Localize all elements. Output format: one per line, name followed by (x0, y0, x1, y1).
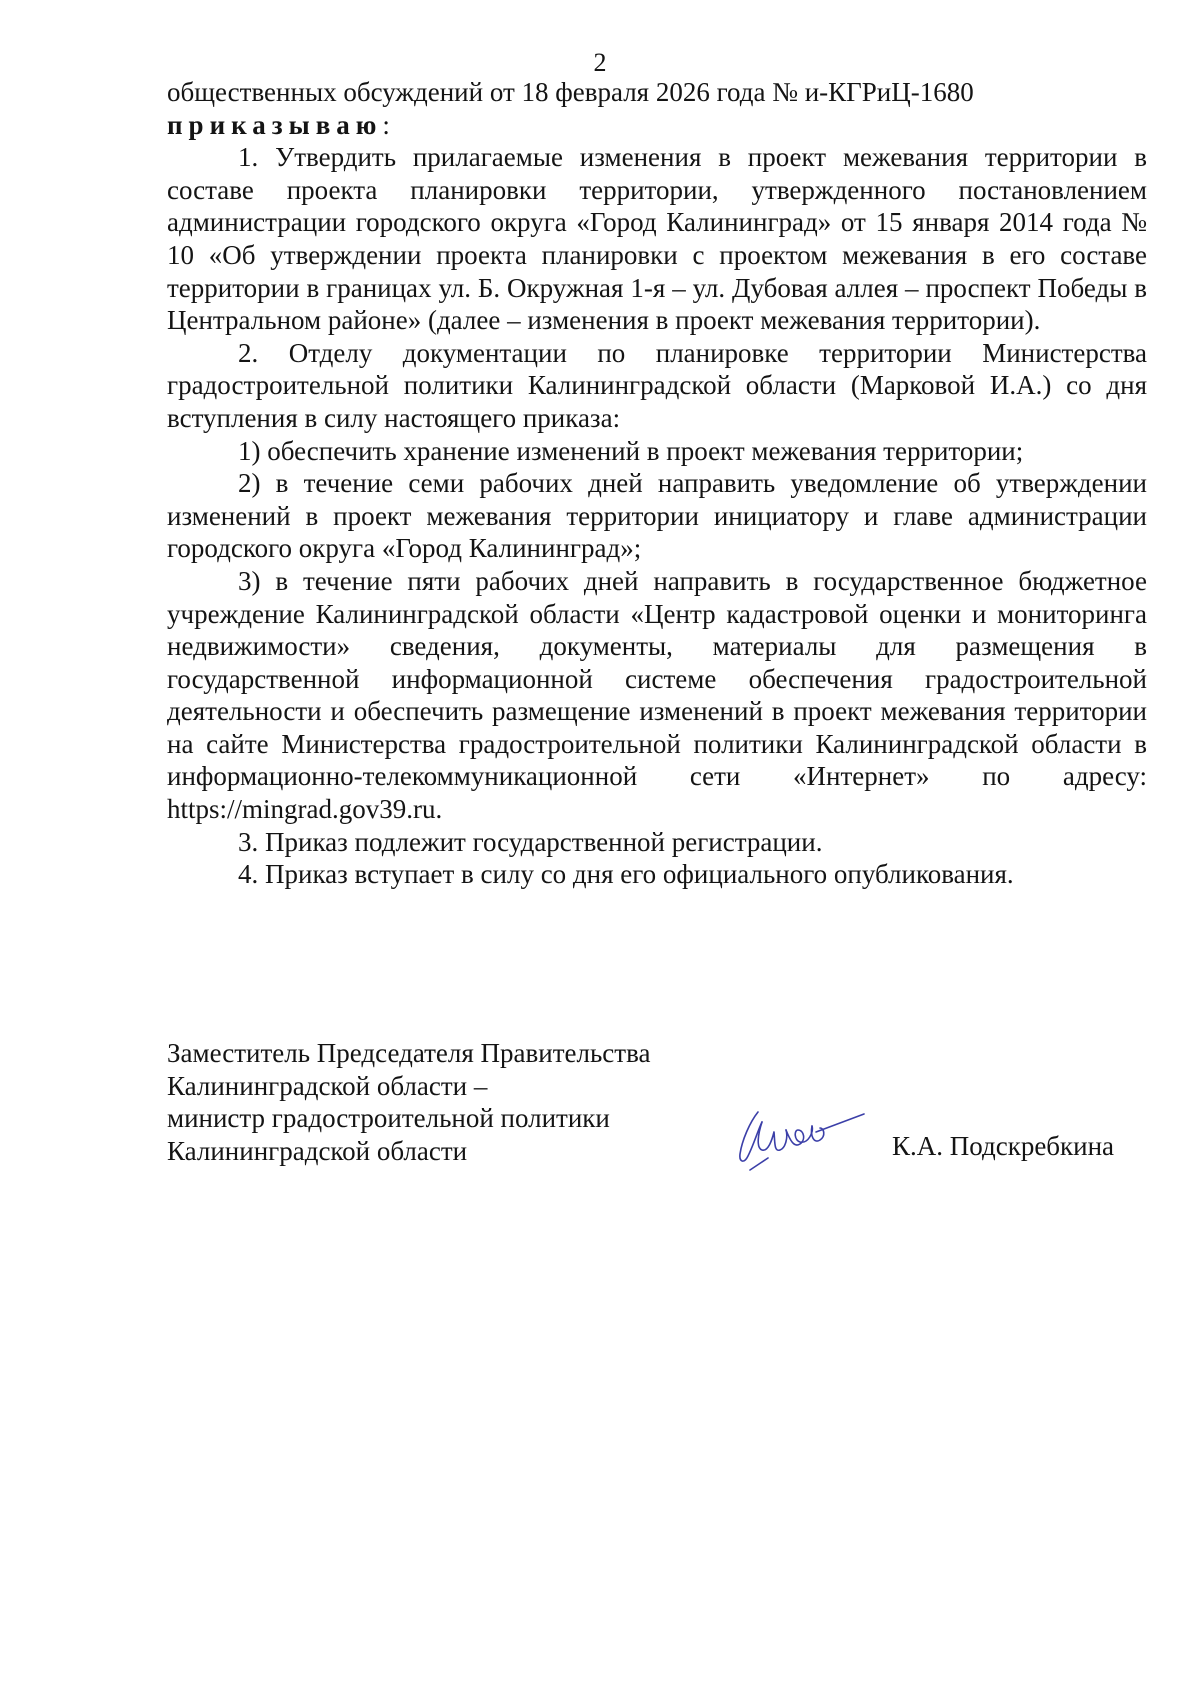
signer-title-line: Калининградской области (167, 1135, 468, 1166)
page-number: 2 (593, 48, 607, 77)
intro-line (167, 76, 1147, 141)
paragraph-subitem-notification: 2) в течение семи рабочих дней направить уведомление об утверждении изменений в проект межевания территории инициатору и главе администрации городского округа «Город Калининград»; (167, 468, 1147, 564)
signer-title-line: Заместитель Председателя Правительства (167, 1038, 651, 1068)
paragraph-department-instructions: 2. Отделу документации по планировке территории Министерства градостроительной политики Калининградской области (Марковой И.А.) со дня вступления в силу настоящего приказа: (167, 337, 1147, 433)
intro-text: общественных обсуждений от 18 февраля 2026 года № и-КГРиЦ-1680 (167, 77, 974, 107)
signer-name: К.А. Подскребкина (892, 1131, 1115, 1161)
signer-title-block (167, 1037, 727, 1167)
paragraph-registration: 3. Приказ подлежит государственной регистрации. (238, 826, 823, 857)
paragraph-subitem-storage: 1) обеспечить хранение изменений в проект межевания территории; (238, 435, 1024, 466)
orders-colon: : (382, 109, 390, 140)
signer-title-line: Калининградской области – (167, 1070, 488, 1101)
orders-word: приказываю (167, 109, 383, 140)
paragraph-approve-changes: 1. Утвердить прилагаемые изменения в проект межевания территории в составе проекта планировки территории, утвержденного постановлением администрации городского округа «Город Калининград» от 15 января 2014 года № 10 «Об утверждении проекта планировки с проектом межевания в его составе территории в границах ул. Б. Окружная 1-я – ул. Дубовая аллея – проспект Победы в Центральном районе» (далее – изменения в проект межевания территории). (167, 142, 1147, 336)
document-body (167, 76, 1147, 891)
handwritten-signature-icon (728, 1092, 868, 1172)
paragraph-entry-into-force: 4. Приказ вступает в силу со дня его официального опубликования. (238, 859, 1014, 890)
signer-title-line: министр градостроительной политики (167, 1103, 610, 1134)
paragraph-subitem-publication: 3) в течение пяти рабочих дней направить в государственное бюджетное учреждение Калининградской области «Центр кадастровой оценки и мониторинга недвижимости» сведения, документы, материалы для размещения в государственной информационной системе обеспечения градостроительной деятельности и обеспечить размещение изменений в проект межевания территории на сайте Министерства градостроительной политики Калининградской области в информационно-телекоммуникационной сети «Интернет» по адресу: https://mingrad.gov39.ru. (167, 565, 1147, 825)
